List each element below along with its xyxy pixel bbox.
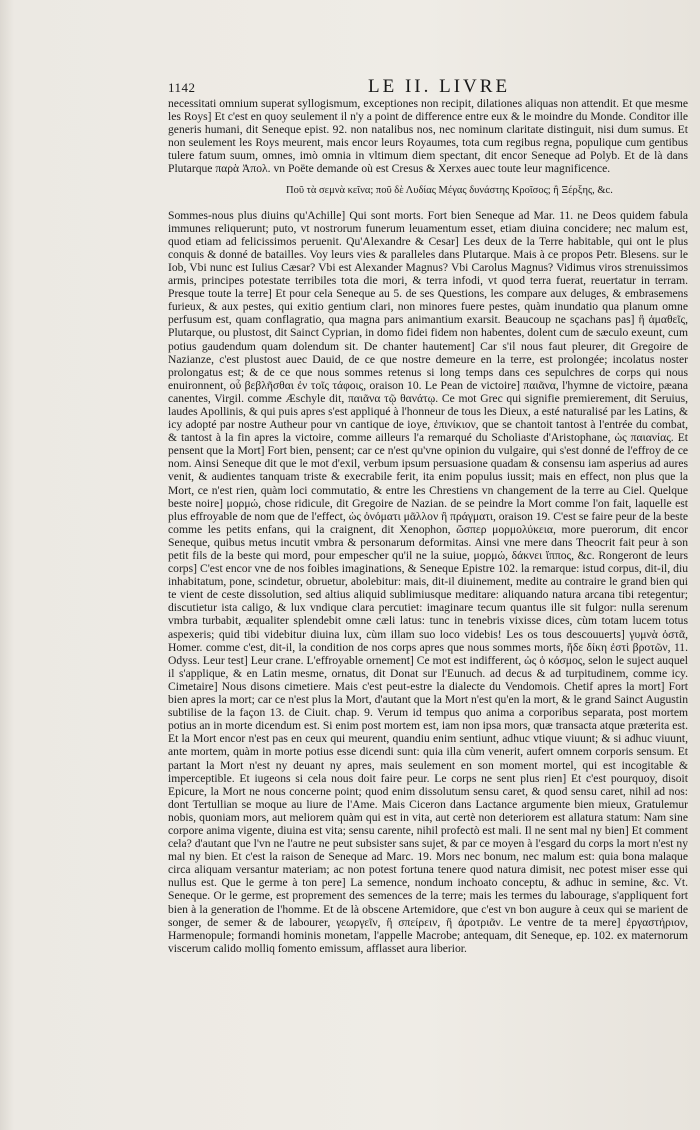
running-title: LE II. LIVRE [368, 76, 511, 97]
page-number: 1142 [168, 80, 196, 95]
paragraph-2: Sommes-nous plus diuins qu'Achille] Qui sont morts. Fort bien Seneque ad Mar. 11. ne Deos quidem fabula immunes reliquerunt; puto, vt nostrorum funerum leuamentum esset, etiam diuina concidere; nec malum est, quod etiam ad felicissimos peruenit. Qu'Alexandre & Cesar] Les deux de la Terre habitable, qui ont le plus conquis & donné de batailles. Voy leurs vies & paralleles dans Plutarque. Mais à ce propos Petr. Blesens. sur le Iob, Vbi nunc est Iulius Cæsar? Vbi est Alexander Magnus? Vbi Carolus Magnus? Vidimus viros strenuissimos armis, principes potestate terribiles tota die mori, & terra infodi, vt quod terra fuerat, reuertatur in terram. Presque toute la terre] Et pour cela Seneque au 5. de ses Questions, les compare aux deluges, & embrasemens furieux, & aux pestes, qui exitio gentium clari, non minores fuere pestes, quàm inundatio qua planum omne perfusum est, quam conflagratio, qua magna pars animantium exarsit. Beaucoup ne sçachans pas] ἢ ἀμαθεῖς, Plutarque, ou plustost, dit Sainct Cyprian, in domo fidei fidem non habentes, dolent cum de sæculo exeunt, cum potius gaudendum quam dolendum sit. De chanter hautement] Car s'il nous faut pleurer, dit Gregoire de Nazianze, c'est plustost auec Dauid, de ce que nostre demeure en la terre, est prolongée; incolatus noster prolongatus est; & de ce que nous sommes retenus si long temps dans ces sepulchres de corps qui nous enuironnent, οὗ βεβλῆσθαι ἐν τοῖς τάφοις, oraison 10. Le Pean de victoire] παιᾶνα, l'hymne de victoire, pæana canentes, Virgil. comme Æschyle dit, παιᾶνα τῷ θανάτῳ. Ce mot Grec qui signifie premierement, dit Seruius, laudes Apollinis, & qui puis apres s'est appliqué à l'honneur de tous les Dieux, a esté naturalisé par les Latins, & icy adopté par nostre Autheur pour vn cantique de ioye, ἐπινίκιον, que se chantoit tantost à l'entrée du combat, & tantost à la fin apres la victoire, comme ailleurs l'a remarqué du Scholiaste d'Aristophane, ὡς παιανίας. Et pensent que la Mort] Fort bien, pensent; car ce n'est qu'vne opinion du vulgaire, qui s'est donné de l'effroy de ce nom. Ainsi Seneque dit que le mot d'exil, verbum ipsum persuasione quadam & consensu iam asperius ad aures venit, & audientes tanquam triste & execrabile ferit, ita enim populus iussit; mais en effect, non plus que la Mort, ce n'est rien, quàm loci commutatio, & entre les Chrestiens vn changement de la terre au Ciel. Quelque beste noire] μορμώ, chose ridicule, dit Gregoire de Nazian. de se peindre la Mort comme l'on fait, laquelle est plus effroyable de nom que de l'effect, ὡς ὀνόματι μᾶλλον ἢ πράγματι, oraison 19. C'est se faire peur de la beste comme les petits enfans, qui la craignent, dit Xenophon, ὥσπερ μορμολύκεια, more puerorum, dit encor Seneque, quibus metus incutit vmbra & personarum deformitas. Ainsi vne mere dans Theocrit fait peur à son petit fils de la beste qui mord, pour empescher qu'il ne la suiue, μορμώ, δάκνει ἵππος, &c. Rongeront de leurs corps] C'est encor vne de nos foibles imaginations, & Seneque Epistre 102. la remarque: istud corpus, dit-il, diu inhabitatum, pone, scindetur, obruetur, abolebitur: mais, dit-il diuinement, medite au contraire le grand bien qui te vient de ceste dissolution, sed altius aliquid sublimiusque meditare: aliquando natura arcana tibi retegentur; discutietur ista caligo, & lux vndique clara percutiet: imaginare tecum quantus ille sit fulgor: nulla serenum vmbra turbabit, æqualiter splendebit omne cæli latus: tunc in tenebris vixisse dices, cùm totam lucem totus aspexeris; quid tibi videbitur diuina lux, cùm illam suo loco videbis! Les os tous descouuerts] γυμνὰ ὀστᾶ, Homer. comme c'est, dit-il, la condition de nos corps apres que nous sommes morts, ἥδε δίκη ἐστὶ βροτῶν, 11. Odyss. Leur test] Leur crane. L'effroyable ornement] Ce mot est indifferent, ὡς ὁ κόσμος, selon le suject auquel il s'applique, & en Latin mesme, ornatus, dit Donat sur l'Eunuch. ad decus & ad turpitudinem, comme icy. Cimetaire] Nous disons cimetiere. Mais c'est peut-estre la dialecte du Vendomois. Chetif apres la mort] Fort bien apres la mort; car ce n'est plus la Mort, d'autant que la Mort n'est qu'en la mort, & le grand Sainct Augustin subtilise de la façon 13. de Ciuit. chap. 9. Verum id tempus quo anima a corporibus separata, post mortem potius an in morte dicendum est. Si enim post mortem est, iam non ipsa mors, quæ transacta atque præterita est. Et la Mort encor n'est pas en ceux qui meurent, quandiu enim sentiunt, adhuc vtique viuunt; & si adhuc viuunt, ante mortem, quàm in morte potius esse dicendi sunt: quia illa cùm venerit, aufert omnem corporis sensum. Et partant la Mort n'est ny deuant ny apres, mais seulement en son moment mortel, qui est incogitable & imperceptible. Et iugeons si cela nous doit faire peur. Le corps ne sent plus rien] Et c'est pourquoy, disoit Epicure, la Mort ne nous concerne point; quod enim dissolutum sensu caret, & quod sensu caret, nihil ad nos: dont Tertullian se moque au liure de l'Ame. Mais Ciceron dans Lactance argumente bien mieux, Gratulemur nobis, quoniam mors, aut meliorem quàm qui est in vita, aut certè non deteriorem est allatura statum: Nam sine corpore anima vigente, diuina est vita; sensu carente, nihil profectò est mali. Il ne sent mal ny bien] Et comment cela? d'autant que l'vn ne l'autre ne peut subsister sans sujet, & par ce moyen à l'esgard du corps la mort n'est ny mal ny bien. Et c'est la raison de Seneque ad Marc. 19. Mors nec bonum, nec malum est: quia bona malaque circa aliquam versantur materiam; ac non potest fortuna tenere quod natura dimisit, nec potest miser esse qui nullus est. Que le germe à ton pere] La semence, nondum inchoato conceptu, & adhuc in semine, &c. Vt. Seneque. Or le germe, est proprement des semences de la terre; mais les termes du labourage, s'appliquent fort bien à la generation de l'homme. Et de là obscene Artemidore, que c'est vn bon augure à ceux qui se marient de songer, de semer & de labourer, γεωργεῖν, ἢ σπείρειν, ἢ ἀροτριᾶν. Le ventre de ta mere] ἐργαστήριον, Harmenopule; formandi hominis monetam, l'appelle Macrobe; antequam, dit Seneque, ep. 102. ex maternorum viscerum calido molliq fomento emissum, afflasset aura liberior. [168, 208, 688, 955]
page-header [168, 76, 688, 98]
body-text [168, 97, 688, 955]
greek-verse-quote: Ποῦ τὰ σεμνὰ κεῖνα; ποῦ δὲ Λυδίας Μέγας δυνάστης Κροῖσος; ἢ Ξέρξης, &c. [286, 184, 613, 196]
paragraph-1: necessitati omnium superat syllogismum, exceptiones non recipit, dilationes aliquas non attendit. Et que mesme les Roys] Et c'est en quoy seulement il n'y a point de difference entre eux & le moindre du Monde. Conditor ille generis humani, dit Seneque epist. 92. non natalibus nos, nec nominum claritate distinguit, nisi dum sumus. Et non seulement les Roys meurent, mais encor leurs Royaumes, tota cum regibus regna, populique cum gentibus tulere fatum suum, omnes, imò omnia in vltimum diem spectant, dit encor Seneque ad Polyb. Et de là dans Plutarque παρὰ Ἀπολ. vn Poëte demande où est Cresus & Xerxes auec toute leur magnificence. [168, 97, 688, 176]
